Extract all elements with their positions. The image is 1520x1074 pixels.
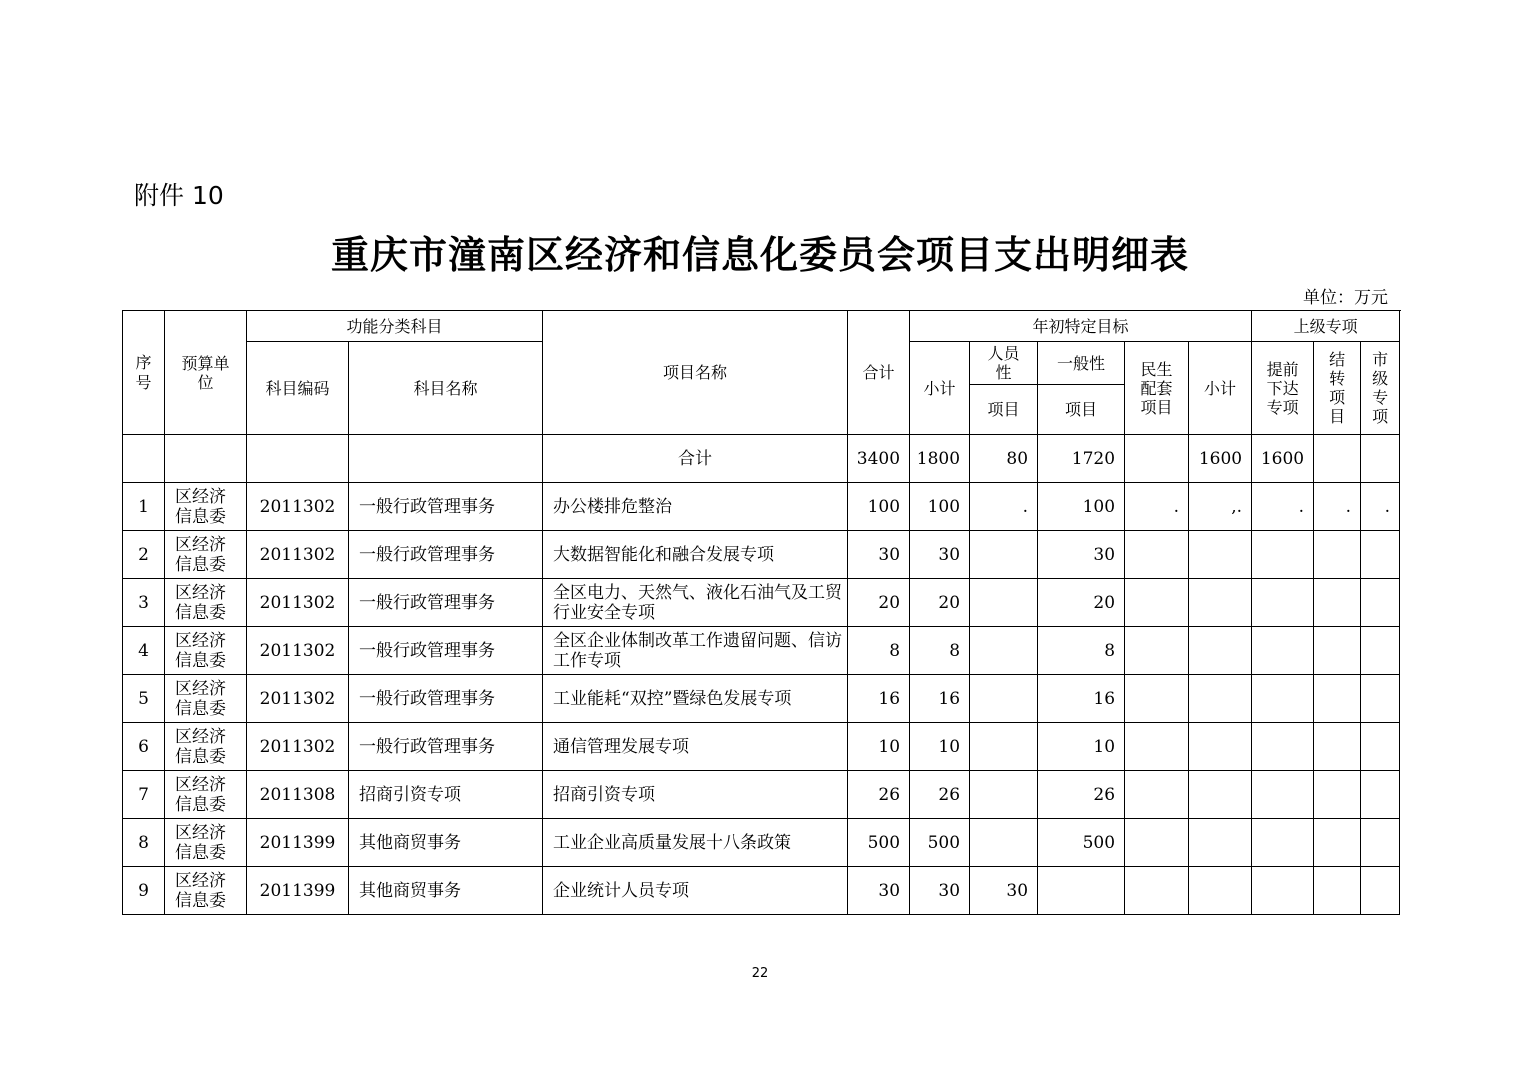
row-total: 30	[848, 867, 910, 915]
row-project-name: 通信管理发展专项	[543, 723, 848, 771]
summary-carryover	[1314, 435, 1361, 483]
row-advance	[1252, 531, 1314, 579]
header-seq: 序号	[123, 311, 165, 435]
row-superior-subtotal	[1189, 867, 1252, 915]
header-personnel-project: 项目	[970, 385, 1038, 435]
row-project-name: 全区企业体制改革工作遗留问题、信访工作专项	[543, 627, 848, 675]
row-subject-name: 一般行政管理事务	[349, 531, 543, 579]
summary-city-special	[1361, 435, 1400, 483]
row-city-special	[1361, 819, 1400, 867]
summary-label: 合计	[543, 435, 848, 483]
row-general	[1038, 867, 1125, 915]
row-subject-code: 2011308	[247, 771, 349, 819]
row-subject-code: 2011399	[247, 867, 349, 915]
row-subject-code: 2011302	[247, 579, 349, 627]
header-budget-unit: 预算单位	[165, 311, 247, 435]
row-superior-subtotal	[1189, 771, 1252, 819]
row-subtotal: 8	[910, 627, 970, 675]
header-annual-target: 年初特定目标	[910, 311, 1252, 342]
row-livelihood	[1125, 771, 1189, 819]
header-general-project: 项目	[1038, 385, 1125, 435]
row-advance	[1252, 723, 1314, 771]
row-general: 10	[1038, 723, 1125, 771]
table-row	[123, 867, 1400, 915]
row-budget-unit: 区经济信息委	[165, 483, 247, 531]
summary-advance: 1600	[1252, 435, 1314, 483]
summary-subtotal: 1800	[910, 435, 970, 483]
row-personnel	[970, 531, 1038, 579]
row-carryover	[1314, 579, 1361, 627]
row-budget-unit: 区经济信息委	[165, 771, 247, 819]
row-total: 100	[848, 483, 910, 531]
row-project-name: 工业企业高质量发展十八条政策	[543, 819, 848, 867]
row-subject-code: 2011399	[247, 819, 349, 867]
row-personnel	[970, 579, 1038, 627]
row-carryover	[1314, 867, 1361, 915]
row-advance	[1252, 771, 1314, 819]
row-total: 8	[848, 627, 910, 675]
row-seq: 7	[123, 771, 165, 819]
row-city-special	[1361, 627, 1400, 675]
page-title: 重庆市潼南区经济和信息化委员会项目支出明细表	[330, 232, 1189, 277]
table-row	[123, 627, 1400, 675]
table-row	[123, 579, 1400, 627]
summary-personnel: 80	[970, 435, 1038, 483]
header-subtotal: 小计	[910, 342, 970, 435]
row-general: 500	[1038, 819, 1125, 867]
row-city-special	[1361, 531, 1400, 579]
header-general: 一般性	[1038, 342, 1125, 385]
row-subtotal: 16	[910, 675, 970, 723]
row-city-special	[1361, 579, 1400, 627]
row-advance	[1252, 579, 1314, 627]
row-livelihood	[1125, 867, 1189, 915]
header-project-name: 项目名称	[543, 311, 848, 435]
row-seq: 4	[123, 627, 165, 675]
row-personnel	[970, 771, 1038, 819]
table-row	[123, 531, 1400, 579]
row-budget-unit: 区经济信息委	[165, 531, 247, 579]
row-subtotal: 30	[910, 531, 970, 579]
row-general: 20	[1038, 579, 1125, 627]
row-carryover: .	[1314, 483, 1361, 531]
row-subtotal: 500	[910, 819, 970, 867]
row-superior-subtotal	[1189, 627, 1252, 675]
row-livelihood	[1125, 627, 1189, 675]
row-seq: 9	[123, 867, 165, 915]
row-city-special	[1361, 771, 1400, 819]
row-general: 100	[1038, 483, 1125, 531]
row-subtotal: 100	[910, 483, 970, 531]
row-personnel: 30	[970, 867, 1038, 915]
row-city-special	[1361, 867, 1400, 915]
row-personnel	[970, 723, 1038, 771]
row-total: 26	[848, 771, 910, 819]
row-carryover	[1314, 627, 1361, 675]
header-superior-subtotal: 小计	[1189, 342, 1252, 435]
row-budget-unit: 区经济信息委	[165, 627, 247, 675]
row-personnel	[970, 627, 1038, 675]
row-seq: 8	[123, 819, 165, 867]
header-subject-code: 科目编码	[247, 342, 349, 435]
table-row	[123, 771, 1400, 819]
row-subtotal: 30	[910, 867, 970, 915]
row-carryover	[1314, 723, 1361, 771]
row-seq: 5	[123, 675, 165, 723]
row-subject-name: 其他商贸事务	[349, 819, 543, 867]
page-number: 22	[751, 966, 769, 981]
table-body	[123, 435, 1400, 915]
row-general: 16	[1038, 675, 1125, 723]
row-project-name: 大数据智能化和融合发展专项	[543, 531, 848, 579]
row-total: 20	[848, 579, 910, 627]
table-row	[123, 819, 1400, 867]
row-budget-unit: 区经济信息委	[165, 675, 247, 723]
row-livelihood	[1125, 531, 1189, 579]
row-subject-name: 一般行政管理事务	[349, 627, 543, 675]
header-total: 合计	[848, 311, 910, 435]
table-header	[123, 311, 1400, 435]
summary-row	[123, 435, 1400, 483]
row-personnel: .	[970, 483, 1038, 531]
header-subject-name: 科目名称	[349, 342, 543, 435]
expenditure-table	[122, 310, 1400, 915]
row-total: 10	[848, 723, 910, 771]
row-seq: 2	[123, 531, 165, 579]
header-carryover: 结转项目	[1314, 342, 1361, 435]
row-subtotal: 20	[910, 579, 970, 627]
row-advance	[1252, 867, 1314, 915]
header-city-special: 市级专项	[1361, 342, 1400, 435]
row-seq: 3	[123, 579, 165, 627]
row-project-name: 招商引资专项	[543, 771, 848, 819]
row-general: 8	[1038, 627, 1125, 675]
row-superior-subtotal	[1189, 531, 1252, 579]
row-personnel	[970, 819, 1038, 867]
header-func-class: 功能分类科目	[247, 311, 543, 342]
summary-total: 3400	[848, 435, 910, 483]
row-city-special	[1361, 675, 1400, 723]
table-row	[123, 483, 1400, 531]
row-advance: .	[1252, 483, 1314, 531]
row-subject-name: 一般行政管理事务	[349, 483, 543, 531]
row-livelihood	[1125, 819, 1189, 867]
row-advance	[1252, 627, 1314, 675]
row-seq: 1	[123, 483, 165, 531]
row-subject-name: 招商引资专项	[349, 771, 543, 819]
row-superior-subtotal	[1189, 579, 1252, 627]
row-subject-name: 一般行政管理事务	[349, 675, 543, 723]
table-row	[123, 723, 1400, 771]
row-livelihood	[1125, 579, 1189, 627]
row-budget-unit: 区经济信息委	[165, 867, 247, 915]
summary-livelihood	[1125, 435, 1189, 483]
row-carryover	[1314, 675, 1361, 723]
row-livelihood	[1125, 723, 1189, 771]
row-project-name: 工业能耗“双控”暨绿色发展专项	[543, 675, 848, 723]
row-carryover	[1314, 819, 1361, 867]
row-personnel	[970, 675, 1038, 723]
row-superior-subtotal	[1189, 675, 1252, 723]
row-subject-code: 2011302	[247, 531, 349, 579]
table-row	[123, 675, 1400, 723]
header-advance: 提前下达专项	[1252, 342, 1314, 435]
row-total: 500	[848, 819, 910, 867]
row-advance	[1252, 675, 1314, 723]
row-subtotal: 26	[910, 771, 970, 819]
row-subject-code: 2011302	[247, 483, 349, 531]
row-subject-code: 2011302	[247, 723, 349, 771]
row-budget-unit: 区经济信息委	[165, 579, 247, 627]
summary-superior-subtotal: 1600	[1189, 435, 1252, 483]
row-city-special	[1361, 723, 1400, 771]
row-general: 26	[1038, 771, 1125, 819]
row-carryover	[1314, 771, 1361, 819]
row-total: 16	[848, 675, 910, 723]
row-advance	[1252, 819, 1314, 867]
row-budget-unit: 区经济信息委	[165, 819, 247, 867]
row-livelihood: .	[1125, 483, 1189, 531]
row-subject-name: 一般行政管理事务	[349, 579, 543, 627]
row-budget-unit: 区经济信息委	[165, 723, 247, 771]
header-livelihood: 民生配套项目	[1125, 342, 1189, 435]
row-superior-subtotal	[1189, 723, 1252, 771]
row-general: 30	[1038, 531, 1125, 579]
header-superior-special: 上级专项	[1252, 311, 1400, 342]
row-project-name: 全区电力、天然气、液化石油气及工贸行业安全专项	[543, 579, 848, 627]
row-superior-subtotal: ,.	[1189, 483, 1252, 531]
header-personnel: 人员性	[970, 342, 1038, 385]
row-project-name: 办公楼排危整治	[543, 483, 848, 531]
row-seq: 6	[123, 723, 165, 771]
row-carryover	[1314, 531, 1361, 579]
row-subtotal: 10	[910, 723, 970, 771]
row-subject-code: 2011302	[247, 675, 349, 723]
row-total: 30	[848, 531, 910, 579]
row-superior-subtotal	[1189, 819, 1252, 867]
row-livelihood	[1125, 675, 1189, 723]
row-city-special: .	[1361, 483, 1400, 531]
unit-label: 单位：万元	[1303, 288, 1388, 308]
attachment-label: 附件 10	[134, 181, 224, 210]
summary-general: 1720	[1038, 435, 1125, 483]
row-project-name: 企业统计人员专项	[543, 867, 848, 915]
row-subject-code: 2011302	[247, 627, 349, 675]
row-subject-name: 其他商贸事务	[349, 867, 543, 915]
row-subject-name: 一般行政管理事务	[349, 723, 543, 771]
